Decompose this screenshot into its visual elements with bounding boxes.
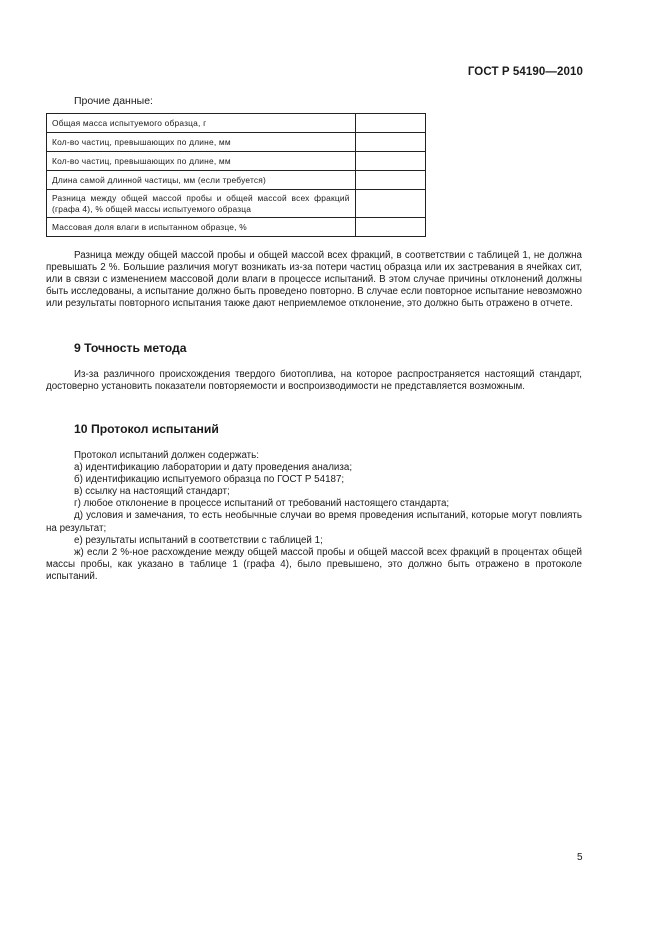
table-cell-value	[355, 133, 425, 152]
table-cell-value	[355, 171, 425, 190]
protocol-item-e: е) результаты испытаний в соответствии с таблицей 1;	[74, 534, 323, 546]
table-row	[47, 190, 426, 218]
table-cell-value	[355, 218, 425, 237]
page-number: 5	[577, 852, 583, 863]
paragraph-difference: Разница между общей массой пробы и общей массой всех фракций, в соответствии с таблицей 1, не должна превышать 2 %. Большие различия могут возникать из-за потери частиц образца или их застревания в ячейках сит, или в связи с изменением массовой доли влаги в процессе испытаний. В этом случае причины отклонений должны быть исследованы, а испытание должно быть проведено повторно. В случае если повторное испытание невозможно или результаты повторного испытания также дают неприемлемое отклонение, это должно быть отражено в отчете.	[46, 250, 582, 310]
table-cell-label: Разница между общей массой пробы и общей массой всех фракций (графа 4), % общей массы испытуемого образца	[47, 190, 356, 218]
document-code: ГОСТ Р 54190—2010	[467, 66, 583, 78]
paragraph-difference-block	[46, 250, 582, 310]
table-cell-label: Длина самой длинной частицы, мм (если требуется)	[47, 171, 356, 190]
table-cell-value	[355, 190, 425, 218]
protocol-item-zh: ж) если 2 %-ное расхождение между общей массой пробы и общей массой всех фракций в процентах общей массы пробы, как указано в таблице 1 (графа 4), было превышено, это должно быть отражено в протоколе испытаний.	[46, 546, 582, 582]
section-9-body	[46, 369, 582, 393]
protocol-item-g: г) любое отклонение в процессе испытаний от требований настоящего стандарта;	[74, 498, 450, 510]
protocol-intro: Протокол испытаний должен содержать:	[74, 450, 259, 461]
protocol-item-b: б) идентификацию испытуемого образца по ГОСТ Р 54187;	[74, 474, 345, 486]
table-cell-value	[355, 152, 425, 171]
other-data-label: Прочие данные:	[74, 95, 153, 107]
table-row	[47, 152, 426, 171]
table-cell-label: Массовая доля влаги в испытанном образце, %	[47, 218, 356, 237]
table-row	[47, 133, 426, 152]
table-row	[47, 114, 426, 133]
table-cell-label: Кол-во частиц, превышающих по длине, мм	[47, 133, 356, 152]
table-row	[47, 171, 426, 190]
other-data-table	[46, 113, 426, 237]
protocol-item-v: в) ссылку на настоящий стандарт;	[74, 486, 230, 498]
section-9-title: 9 Точность метода	[74, 341, 187, 355]
protocol-item-a: а) идентификацию лаборатории и дату проведения анализа;	[74, 462, 353, 474]
section-9-text: Из-за различного происхождения твердого биотоплива, на которое распространяется настоящий стандарт, достоверно установить показатели повторяемости и воспроизводимости не представляется возможным.	[46, 369, 582, 393]
table-cell-label: Общая масса испытуемого образца, г	[47, 114, 356, 133]
table-row	[47, 218, 426, 237]
protocol-item-d: д) условия и замечания, то есть необычные случаи во время проведения испытаний, которые могут повлиять на результат;	[46, 510, 582, 534]
table-cell-label: Кол-во частиц, превышающих по длине, мм	[47, 152, 356, 171]
section-10-body	[46, 450, 582, 583]
section-10-title: 10 Протокол испытаний	[74, 422, 219, 436]
table-cell-value	[355, 114, 425, 133]
